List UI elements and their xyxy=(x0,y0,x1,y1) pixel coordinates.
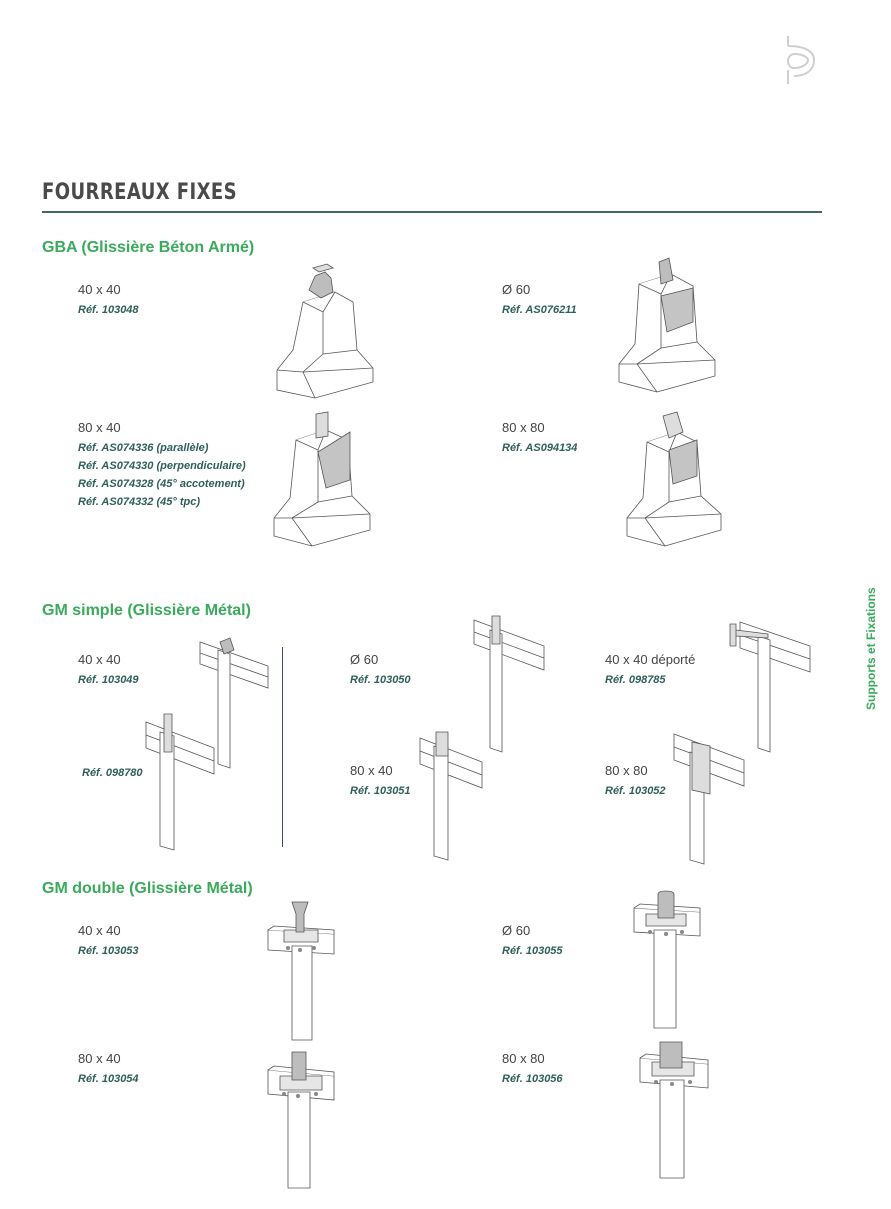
gba-item-d60 xyxy=(502,282,577,319)
ref-label: Réf. 103055 xyxy=(502,945,563,957)
ref-label: Réf. AS094134 xyxy=(502,442,578,454)
ref-label: Réf. AS076211 xyxy=(502,304,577,316)
gba-item-40x40 xyxy=(78,282,139,319)
ref-label: Réf. 098785 xyxy=(605,674,666,686)
size-label: 40 x 40 xyxy=(78,652,121,667)
guardrail-post-illustration xyxy=(144,712,216,852)
ref-label: Réf. 103051 xyxy=(350,785,411,797)
gm-double-item-80x80 xyxy=(502,1051,563,1088)
ref-label: Réf. AS074330 (perpendiculaire) xyxy=(78,460,246,472)
gm-simple-item-098780 xyxy=(82,764,143,782)
concrete-barrier-illustration xyxy=(272,410,372,548)
gba-item-80x80 xyxy=(502,420,577,457)
ref-label: Réf. 103052 xyxy=(605,785,666,797)
ref-label: Réf. 103056 xyxy=(502,1073,563,1085)
column-divider xyxy=(282,647,283,847)
brand-logo-icon xyxy=(784,34,818,86)
size-label: 80 x 80 xyxy=(502,1051,545,1066)
section-heading-gm-simple: GM simple (Glissière Métal) xyxy=(42,602,251,619)
page-title: FOURREAUX FIXES xyxy=(42,180,238,205)
ref-label: Réf. 103050 xyxy=(350,674,411,686)
size-label: Ø 60 xyxy=(350,652,379,667)
ref-label: Réf. 098780 xyxy=(82,767,143,779)
title-divider xyxy=(42,211,822,213)
double-rail-post-illustration xyxy=(266,900,336,1042)
gm-simple-item-40x40-deporte xyxy=(605,652,695,689)
ref-label: Réf. 103054 xyxy=(78,1073,139,1085)
ref-label: Réf. 103053 xyxy=(78,945,139,957)
guardrail-post-illustration xyxy=(672,728,746,866)
concrete-barrier-illustration xyxy=(625,410,725,548)
size-label: Ø 60 xyxy=(502,282,531,297)
ref-label: Réf. AS074336 (parallèle) xyxy=(78,442,209,454)
size-label: 40 x 40 xyxy=(78,923,121,938)
size-label: 80 x 80 xyxy=(502,420,545,435)
ref-label: Réf. AS074328 (45° accotement) xyxy=(78,478,245,490)
concrete-barrier-illustration xyxy=(617,256,717,394)
size-label: Ø 60 xyxy=(502,923,531,938)
gm-simple-item-d60 xyxy=(350,652,411,689)
double-rail-post-illustration xyxy=(632,888,702,1030)
size-label: 80 x 40 xyxy=(350,763,393,778)
gm-double-item-d60 xyxy=(502,923,563,960)
double-rail-post-illustration xyxy=(638,1040,710,1180)
gm-double-item-80x40 xyxy=(78,1051,139,1088)
side-label: Supports et Fixations xyxy=(864,587,878,710)
section-heading-gba: GBA (Glissière Béton Armé) xyxy=(42,239,255,256)
size-label: 80 x 40 xyxy=(78,420,121,435)
section-heading-gm-double: GM double (Glissière Métal) xyxy=(42,880,253,897)
ref-label: Réf. 103049 xyxy=(78,674,139,686)
size-label: 40 x 40 xyxy=(78,282,121,297)
size-label: 40 x 40 déporté xyxy=(605,652,696,667)
gm-simple-item-40x40 xyxy=(78,652,139,689)
ref-label: Réf. AS074332 (45° tpc) xyxy=(78,496,200,508)
concrete-barrier-illustration xyxy=(275,262,375,400)
double-rail-post-illustration xyxy=(266,1048,336,1190)
size-label: 80 x 40 xyxy=(78,1051,121,1066)
ref-label: Réf. 103048 xyxy=(78,304,139,316)
size-label: 80 x 80 xyxy=(605,763,648,778)
gm-simple-item-80x80 xyxy=(605,763,666,800)
guardrail-post-illustration xyxy=(418,730,484,862)
gm-double-item-40x40 xyxy=(78,923,139,960)
gm-simple-item-80x40 xyxy=(350,763,411,800)
gba-item-80x40 xyxy=(78,420,246,511)
